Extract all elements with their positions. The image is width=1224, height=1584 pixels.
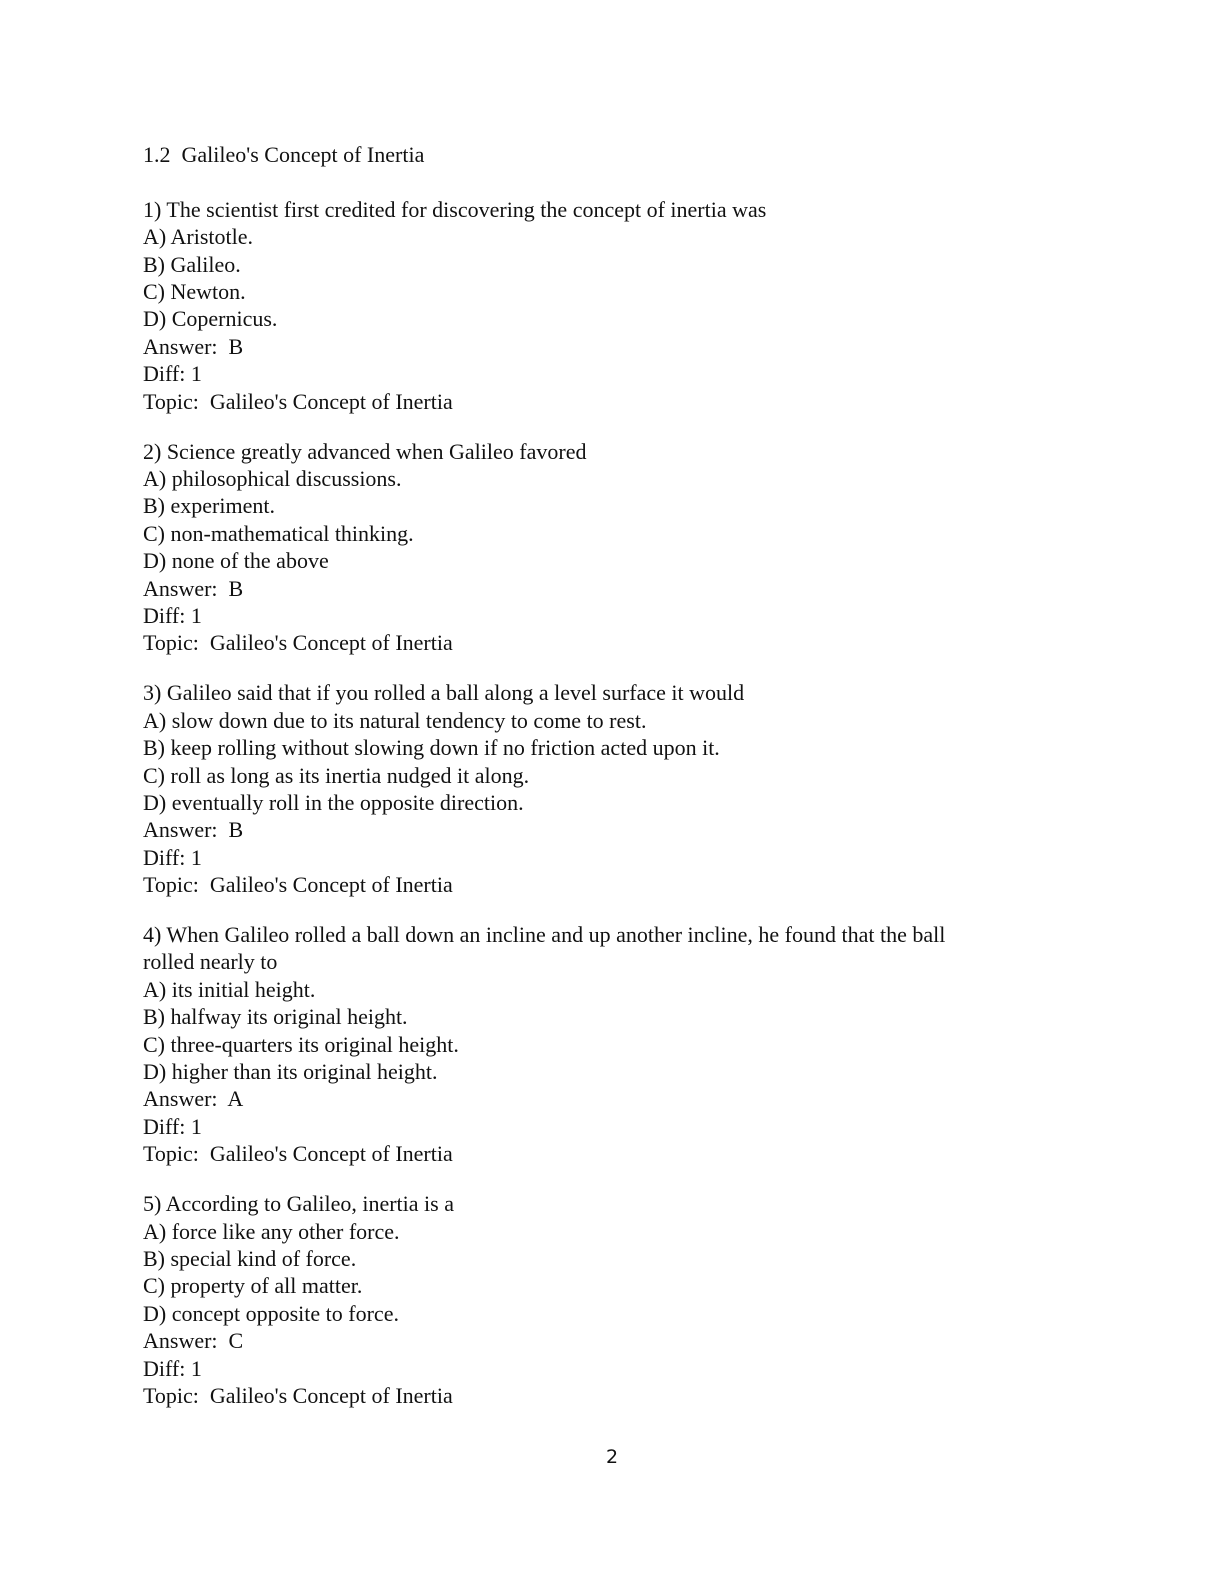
question-5 — [143, 1190, 1043, 1409]
answer-line: Answer: B — [143, 817, 244, 843]
answer-line: Answer: B — [143, 575, 244, 601]
question-1 — [143, 196, 1043, 415]
question-stem: 4) When Galileo rolled a ball down an incline and up another incline, he found that the ball — [143, 922, 946, 948]
page-number: 2 — [605, 1446, 619, 1468]
difficulty-line: Diff: 1 — [143, 361, 202, 387]
answer-line: Answer: B — [143, 333, 244, 359]
difficulty-line: Diff: 1 — [143, 1113, 202, 1139]
option-b: B) keep rolling without slowing down if no friction acted upon it. — [143, 735, 720, 761]
option-d: D) concept opposite to force. — [143, 1300, 399, 1326]
answer-line: Answer: C — [143, 1328, 244, 1354]
question-stem: 2) Science greatly advanced when Galileo favored — [143, 438, 587, 464]
option-b: B) experiment. — [143, 493, 275, 519]
question-3 — [143, 679, 1043, 898]
option-a: A) Aristotle. — [143, 224, 253, 250]
topic-line: Topic: Galileo's Concept of Inertia — [143, 1141, 453, 1167]
option-b: B) Galileo. — [143, 251, 241, 277]
option-a: A) slow down due to its natural tendency to come to rest. — [143, 707, 647, 733]
topic-line: Topic: Galileo's Concept of Inertia — [143, 388, 453, 414]
question-stem-continued: rolled nearly to — [143, 949, 278, 975]
section-heading: 1.2 Galileo's Concept of Inertia — [143, 142, 425, 167]
question-stem: 5) According to Galileo, inertia is a — [143, 1191, 454, 1217]
question-4 — [143, 921, 1043, 1168]
option-a: A) force like any other force. — [143, 1218, 400, 1244]
difficulty-line: Diff: 1 — [143, 844, 202, 870]
question-2 — [143, 438, 1043, 657]
option-d: D) eventually roll in the opposite direction. — [143, 789, 524, 815]
option-c: C) roll as long as its inertia nudged it along. — [143, 762, 530, 788]
option-b: B) special kind of force. — [143, 1246, 357, 1272]
difficulty-line: Diff: 1 — [143, 1355, 202, 1381]
option-d: D) none of the above — [143, 548, 329, 574]
option-a: A) its initial height. — [143, 976, 316, 1002]
topic-line: Topic: Galileo's Concept of Inertia — [143, 872, 453, 898]
option-a: A) philosophical discussions. — [143, 465, 402, 491]
option-d: D) higher than its original height. — [143, 1059, 438, 1085]
option-c: C) Newton. — [143, 279, 246, 305]
page-content — [143, 141, 1043, 1409]
topic-line: Topic: Galileo's Concept of Inertia — [143, 630, 453, 656]
option-c: C) non-mathematical thinking. — [143, 520, 414, 546]
option-b: B) halfway its original height. — [143, 1004, 408, 1030]
option-d: D) Copernicus. — [143, 306, 278, 332]
answer-line: Answer: A — [143, 1086, 244, 1112]
option-c: C) three-quarters its original height. — [143, 1031, 459, 1057]
question-stem: 1) The scientist first credited for discovering the concept of inertia was — [143, 196, 767, 222]
question-stem: 3) Galileo said that if you rolled a ball along a level surface it would — [143, 680, 745, 706]
option-c: C) property of all matter. — [143, 1273, 363, 1299]
difficulty-line: Diff: 1 — [143, 602, 202, 628]
topic-line: Topic: Galileo's Concept of Inertia — [143, 1383, 453, 1409]
